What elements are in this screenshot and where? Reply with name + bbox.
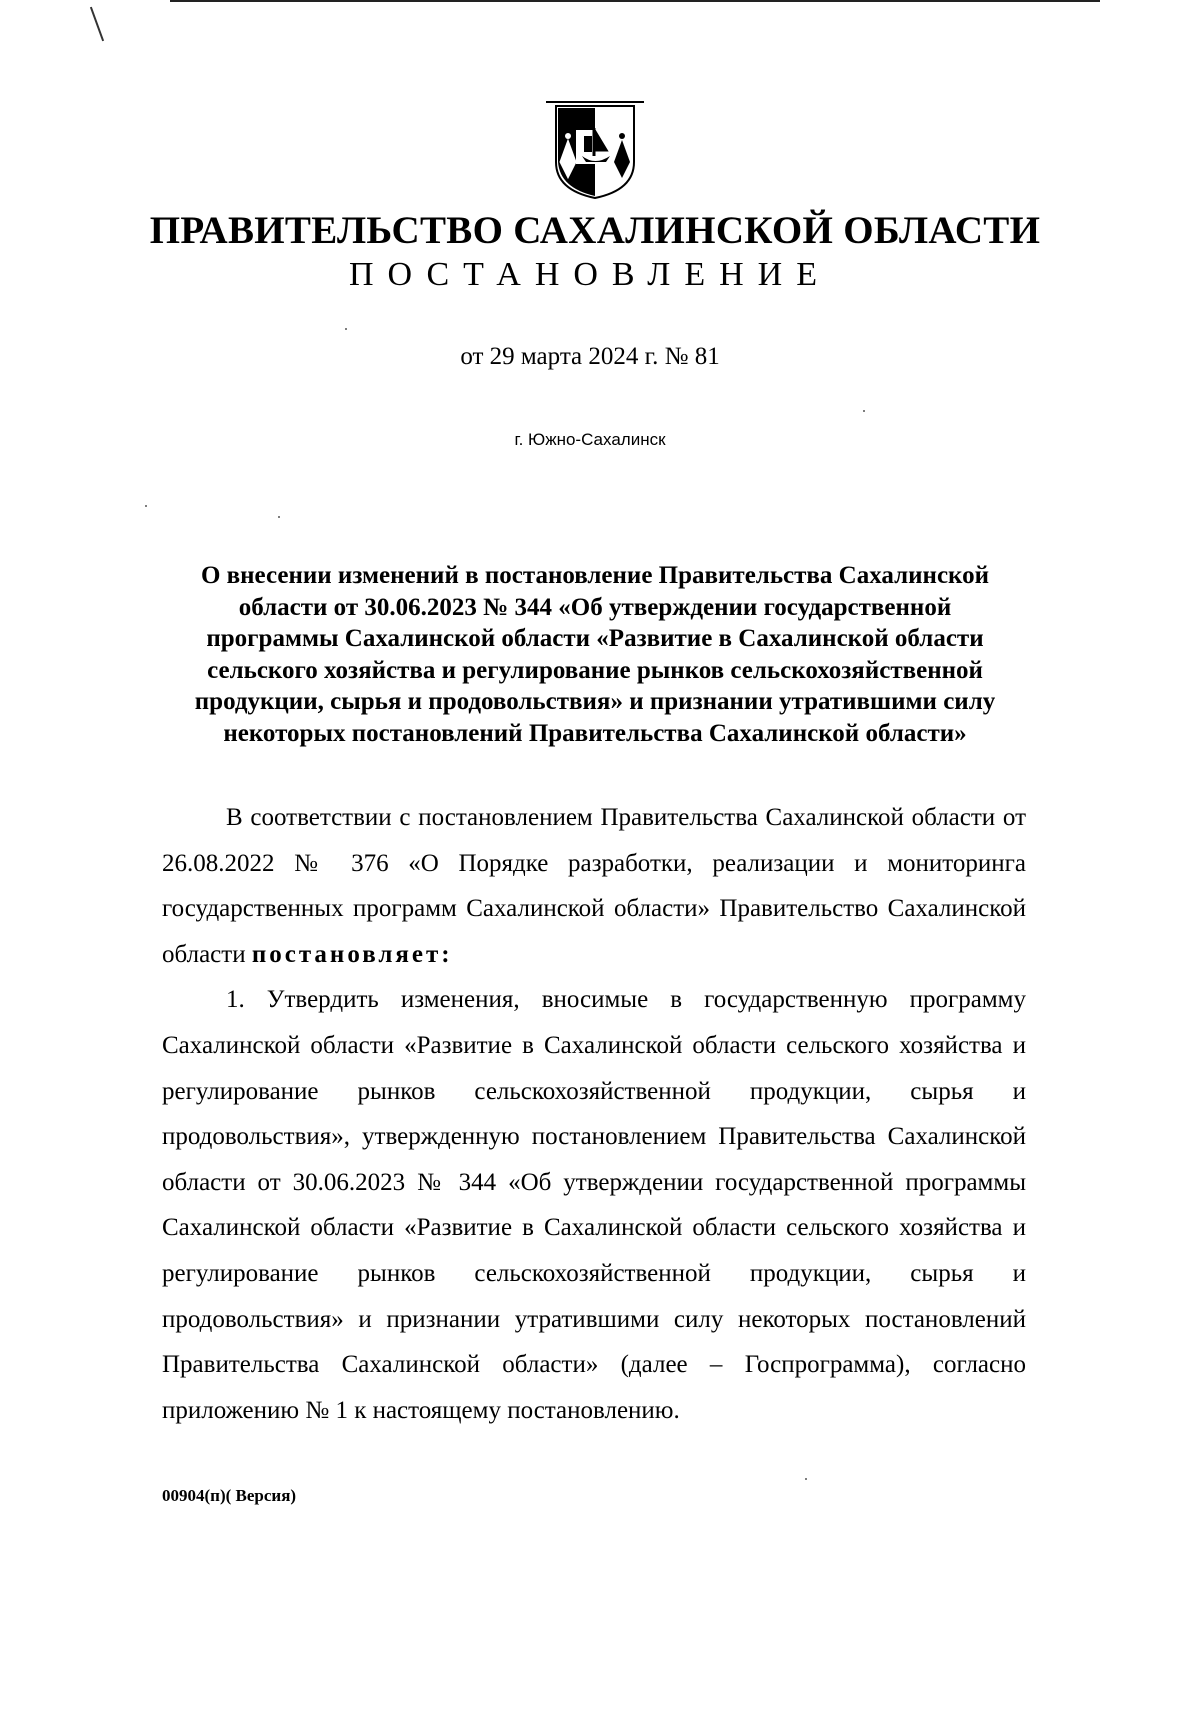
footer-form-code: 00904(п)( Версия) <box>162 1486 297 1505</box>
scan-speck <box>863 410 865 412</box>
scan-speck <box>278 516 280 518</box>
scan-speck <box>345 328 347 330</box>
preamble-paragraph <box>162 795 1026 977</box>
document-body <box>162 795 1026 1433</box>
sakhalin-coat-of-arms-icon <box>546 100 644 200</box>
scan-top-border <box>170 0 1100 2</box>
scan-mark <box>90 7 104 42</box>
document-type: ПОСТАНОВЛЕНИЕ <box>348 256 832 293</box>
preamble-text: В соответствии с постановлением Правительства Сахалинской области от 26.08.2022 № 376 «О Порядке разработки, реализации и мониторинга государственных программ Сахалинской области» Правительство Сахалинской области <box>162 804 1026 968</box>
document-city: г. Южно-Сахалинск <box>514 430 666 449</box>
scan-speck <box>805 1478 807 1480</box>
document-date-number: от 29 марта 2024 г. № 81 <box>460 343 720 370</box>
decree-word: постановляет: <box>251 940 453 968</box>
scan-speck <box>145 505 147 507</box>
item-1-paragraph: 1. Утвердить изменения, вносимые в государственную программу Сахалинской области «Развитие в Сахалинской области сельского хозяйства и регулирование рынков сельскохозяйственной продукции, сырья и продовольствия», утвержденную постановлением Правительства Сахалинской области от 30.06.2023 № 344 «Об утверждении государственной программы Сахалинской области «Развитие в Сахалинской области сельского хозяйства и регулирование рынков сельскохозяйственной продукции, сырья и продовольствия» и признании утратившими силу некоторых постановлений Правительства Сахалинской области» (далее – Госпрограмма), согласно приложению № 1 к настоящему постановлению. <box>162 986 1026 1424</box>
government-title: ПРАВИТЕЛЬСТВО САХАЛИНСКОЙ ОБЛАСТИ <box>149 209 1041 252</box>
document-subject: О внесении изменений в постановление Правительства Сахалинской области от 30.06.2023 № 344 «Об утверждении государственной программы Сахалинской области «Развитие в Сахалинской области сельского хозяйства и регулирование рынков сельскохозяйственной продукции, сырья и продовольствия» и признании утратившими силу некоторых постановлений Правительства Сахалинской области» <box>194 562 996 747</box>
